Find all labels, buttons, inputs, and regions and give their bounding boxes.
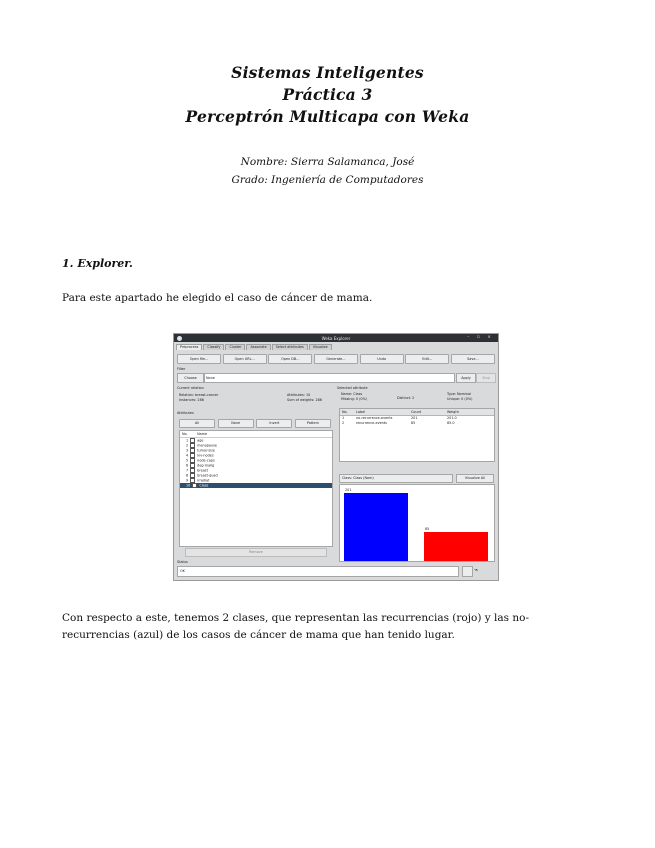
- generate-button: Generate...: [314, 354, 358, 364]
- attribute-row: 6 deg-malig: [186, 463, 215, 468]
- attribute-table: [179, 430, 333, 547]
- class-histogram: [339, 484, 495, 562]
- choose-button: Choose: [177, 373, 204, 383]
- stop-button: Stop: [476, 373, 496, 383]
- attribute-row: 1 age: [186, 438, 204, 443]
- histogram-bar-no-recurrence-events: [344, 493, 408, 561]
- tab-visualize: Visualize: [309, 344, 332, 350]
- pattern-button: Pattern: [295, 419, 331, 428]
- header-name: Name: [197, 432, 208, 436]
- author-degree: Grado: Ingeniería de Computadores: [231, 174, 424, 186]
- relation-attributes: Attributes: 10: [287, 393, 311, 397]
- tab-classify: Classify: [203, 344, 224, 350]
- window-title: Weka Explorer: [321, 335, 351, 341]
- attribute-row: 5 node-caps: [186, 458, 215, 463]
- attribute-row: 4 inv-nodes: [186, 453, 214, 458]
- status-field: OK: [177, 566, 459, 577]
- weka-bird-icon: ⌁: [474, 566, 479, 574]
- intro-paragraph: Para este apartado he elegido el caso de cáncer de mama.: [62, 292, 373, 304]
- histogram-bar-label: 85: [425, 527, 430, 532]
- practice-title: Perceptrón Multicapa con Weka: [185, 107, 470, 126]
- attribute-row: 7 breast: [186, 468, 208, 473]
- invert-button: Invert: [256, 419, 292, 428]
- selected-attribute-info: [341, 392, 367, 401]
- open-url-button: Open URL...: [223, 354, 267, 364]
- class-row: [339, 474, 493, 482]
- tab-associate: Associate: [246, 344, 270, 350]
- title-block: [0, 62, 655, 128]
- open-db-button: Open DB...: [268, 354, 312, 364]
- label-row: 2 recurrence-events 85 85.0: [342, 421, 455, 425]
- sel-unique: Unique: 0 (0%): [447, 396, 473, 401]
- all-button: All: [179, 419, 215, 428]
- attribute-row-selected: 10 Class: [180, 483, 332, 488]
- open-file-button: Open file...: [177, 354, 221, 364]
- practice-number: Práctica 3: [282, 85, 373, 104]
- attribute-table-header: [180, 431, 332, 438]
- section-heading: 1. Explorer.: [62, 257, 133, 270]
- label-table-header: No. Label Count Weight: [340, 409, 494, 416]
- histogram-bar-recurrence-events: [424, 532, 488, 561]
- label-count-table: [339, 408, 495, 462]
- filter-row: [177, 373, 495, 382]
- file-button-row: [177, 354, 495, 363]
- tab-select-attributes: Select attributes: [272, 344, 308, 350]
- weka-explorer-screenshot: [173, 333, 499, 581]
- classes-paragraph: Con respecto a este, tenemos 2 clases, que representan las recurrencias (rojo) y las no-recurrencias (azul) de los casos de cáncer de mama que han tenido lugar.: [62, 612, 529, 641]
- status-label: Status: [177, 560, 188, 564]
- header-no: No.: [182, 432, 188, 436]
- tab-preprocess: Preprocess: [176, 344, 202, 350]
- selected-attribute-title: Selected attribute: [337, 386, 368, 390]
- sel-name: Name: Class: [341, 392, 363, 396]
- course-title: Sistemas Inteligentes: [231, 63, 424, 82]
- tab-bar: [176, 344, 333, 350]
- relation-name: Relation: breast-cancer: [179, 393, 219, 397]
- none-button: None: [218, 419, 254, 428]
- log-button: [462, 566, 473, 577]
- author-name: Nombre: Sierra Salamanca, José: [240, 156, 415, 168]
- author-block: [0, 153, 655, 189]
- relation-info-2: [287, 393, 322, 402]
- histogram-bar-label: 201: [345, 488, 352, 492]
- attributes-title: Attributes: [177, 411, 194, 415]
- relation-weights: Sum of weights: 286: [287, 397, 322, 402]
- current-relation-title: Current relation: [177, 386, 204, 390]
- sel-missing: Missing: 0 (0%): [341, 396, 368, 401]
- edit-button: Edit...: [405, 354, 449, 364]
- attribute-row: 9 irradiat: [186, 478, 210, 483]
- window-controls-icon: – ▫ ×: [467, 335, 494, 340]
- attribute-row: 8 breast-quad: [186, 473, 218, 478]
- selected-attribute-info-2: [397, 396, 414, 401]
- left-panel: [177, 386, 333, 558]
- label-row: 1 no-recurrence-events 201 201.0: [342, 416, 457, 420]
- attribute-buttons: [179, 419, 331, 428]
- apply-button: Apply: [456, 373, 476, 383]
- class-select: Class: Class (Nom): [339, 474, 453, 483]
- filter-label: Filter: [177, 367, 186, 371]
- sel-distinct: Distinct: 2: [397, 396, 415, 400]
- remove-button: Remove: [185, 548, 327, 557]
- window-titlebar: [174, 334, 498, 342]
- attribute-row: 3 tumor-size: [186, 448, 216, 453]
- right-panel: [337, 386, 495, 558]
- relation-info: [179, 393, 218, 402]
- selected-attribute-info-3: [447, 392, 472, 401]
- filter-field: None: [204, 373, 455, 383]
- undo-button: Undo: [360, 354, 404, 364]
- relation-instances: Instances: 286: [179, 397, 204, 402]
- save-button: Save...: [451, 354, 495, 364]
- sel-type: Type: Nominal: [447, 392, 472, 396]
- visualize-all-button: Visualize All: [456, 474, 494, 483]
- tab-cluster: Cluster: [225, 344, 245, 350]
- attribute-row: 2 menopause: [186, 443, 218, 448]
